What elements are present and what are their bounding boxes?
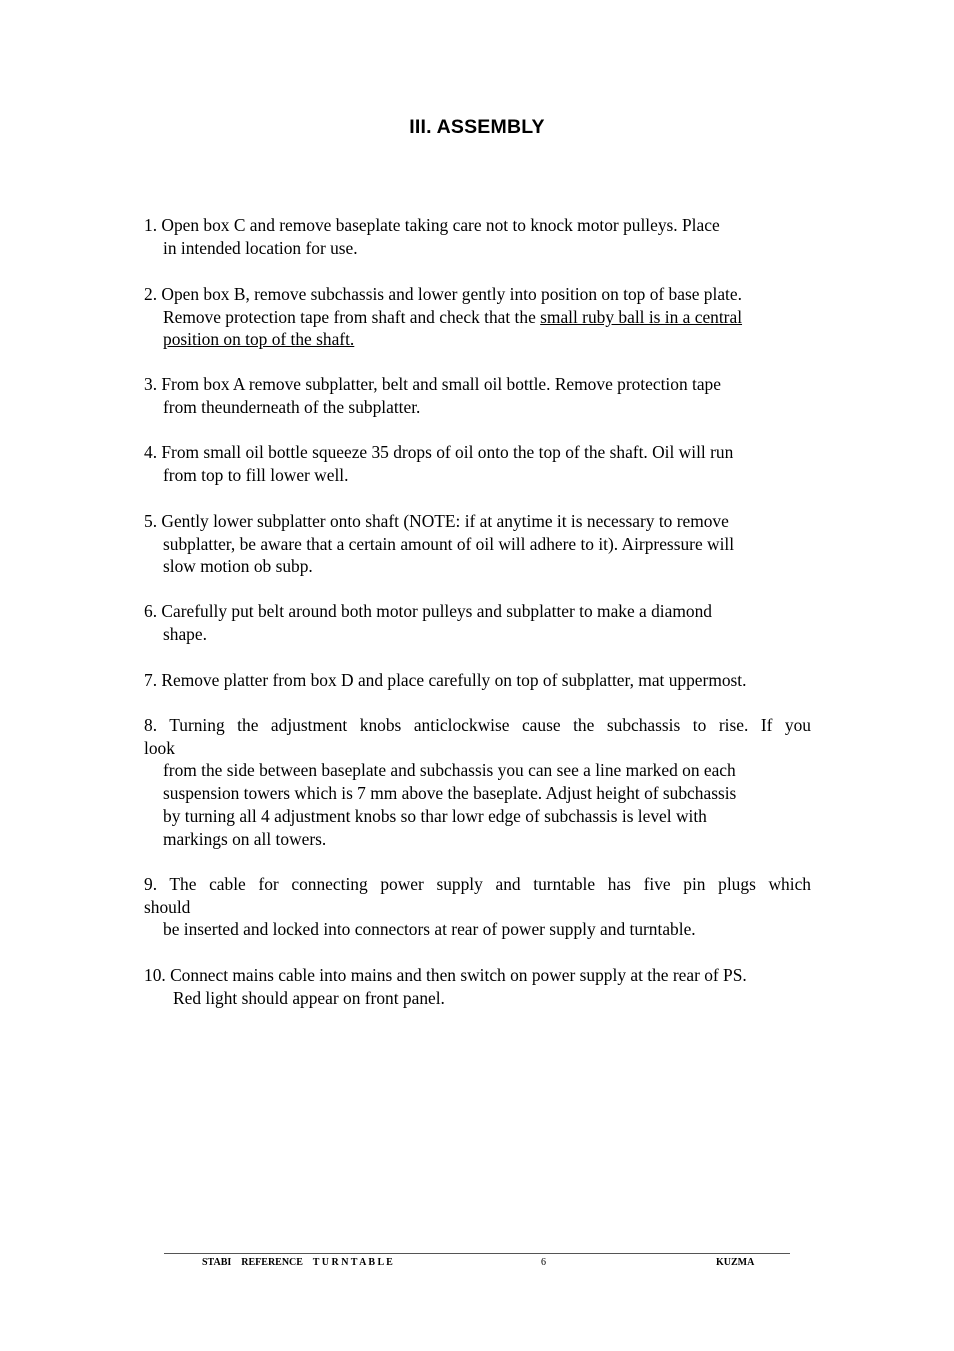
step-2-line-2-text: Remove protection tape from shaft and check that the xyxy=(163,306,541,327)
step-6 xyxy=(144,600,811,645)
step-4 xyxy=(144,441,811,486)
step-2-line-2 xyxy=(144,306,811,329)
step-10 xyxy=(144,964,811,1009)
step-5-line-1: 5. Gently lower subplatter onto shaft (NOTE: if at anytime it is necessary to remove xyxy=(144,511,729,531)
step-1-line-1: 1. Open box C and remove baseplate taking care not to knock motor pulleys. Place xyxy=(144,215,720,235)
step-6-line-2: shape. xyxy=(163,623,207,644)
footer-left: STABI REFERENCE T U R N T A B L E xyxy=(202,1257,393,1268)
footer-page-number: 6 xyxy=(541,1257,546,1268)
page-title: III. ASSEMBLY xyxy=(409,116,545,138)
step-3-line-2: from theunderneath of the subplatter. xyxy=(163,396,421,417)
step-2-line-3: position on top of the shaft. xyxy=(163,329,355,350)
step-3-line-1: 3. From box A remove subplatter, belt and small oil bottle. Remove protection tape xyxy=(144,374,721,394)
step-5-line-2: subplatter, be aware that a certain amount of oil will adhere to it). Airpressure will xyxy=(163,533,735,554)
step-9-line-1: 9. The cable for connecting power supply and turntable has five pin plugs which xyxy=(144,874,811,894)
step-8-line-2: look xyxy=(144,737,175,758)
step-5-line-3: slow motion ob subp. xyxy=(163,556,313,577)
step-9-line-2: should xyxy=(144,896,191,917)
step-8-line-1: 8. Turning the adjustment knobs anticlockwise cause the subchassis to rise. If you xyxy=(144,715,811,735)
step-7 xyxy=(144,669,811,692)
step-9-line-3: be inserted and locked into connectors at rear of power supply and turntable. xyxy=(163,919,696,940)
step-7-line-1: 7. Remove platter from box D and place carefully on top of subplatter, mat uppermost. xyxy=(144,670,747,690)
step-8-line-6: markings on all towers. xyxy=(163,828,327,849)
footer-rule xyxy=(164,1253,790,1254)
step-2-underlined-text: small ruby ball is in a central xyxy=(540,306,743,327)
step-4-line-1: 4. From small oil bottle squeeze 35 drops of oil onto the top of the shaft. Oil will run xyxy=(144,442,734,462)
step-1-line-2: in intended location for use. xyxy=(163,237,358,258)
footer-right: KUZMA xyxy=(716,1257,755,1268)
step-2 xyxy=(144,283,811,351)
step-6-line-1: 6. Carefully put belt around both motor pulleys and subplatter to make a diamond xyxy=(144,601,712,621)
step-8-line-4: suspension towers which is 7 mm above the baseplate. Adjust height of subchassis xyxy=(163,783,737,804)
step-2-line-1: 2. Open box B, remove subchassis and lower gently into position on top of base plate. xyxy=(144,284,742,304)
step-8-line-5: by turning all 4 adjustment knobs so thar lowr edge of subchassis is level with xyxy=(163,805,707,826)
step-10-line-1: 10. Connect mains cable into mains and then switch on power supply at the rear of PS. xyxy=(144,965,747,985)
step-8 xyxy=(144,714,811,850)
step-4-line-2: from top to fill lower well. xyxy=(163,464,349,485)
step-9 xyxy=(144,873,811,941)
step-8-line-3: from the side between baseplate and subchassis you can see a line marked on each xyxy=(163,760,736,781)
step-1 xyxy=(144,214,811,259)
step-3 xyxy=(144,373,811,418)
step-10-line-2: Red light should appear on front panel. xyxy=(173,987,445,1008)
step-5 xyxy=(144,510,811,578)
